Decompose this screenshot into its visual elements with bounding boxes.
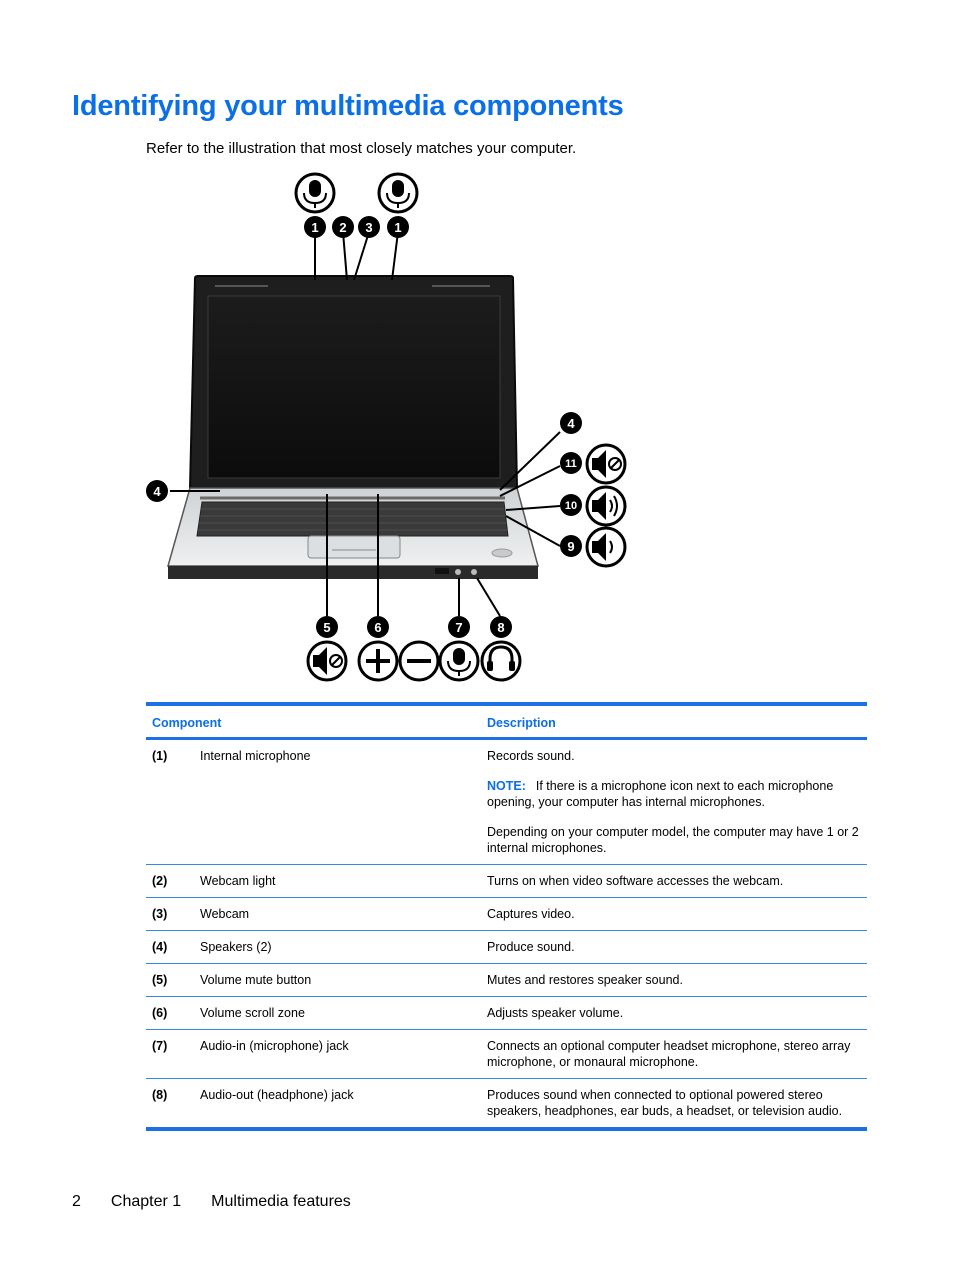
callout-3 bbox=[358, 216, 380, 238]
component-description: Adjusts speaker volume. bbox=[481, 997, 867, 1030]
note-text: If there is a microphone icon next to each microphone opening, your computer has internal microphones. bbox=[487, 779, 834, 809]
svg-text:2: 2 bbox=[339, 220, 347, 235]
callout-5 bbox=[316, 616, 338, 638]
component-name: Webcam bbox=[194, 898, 481, 931]
component-description: Connects an optional computer headset microphone, stereo array microphone, or monaural microphone. bbox=[481, 1030, 867, 1079]
page-footer bbox=[72, 1193, 381, 1211]
description-header: Description bbox=[481, 704, 867, 739]
component-number: (3) bbox=[146, 898, 194, 931]
components-table bbox=[146, 702, 867, 1131]
callout-1 bbox=[387, 216, 409, 238]
component-number: (8) bbox=[146, 1079, 194, 1130]
page-title: Identifying your multimedia components bbox=[72, 90, 624, 122]
svg-text:8: 8 bbox=[497, 620, 505, 635]
minus-icon bbox=[400, 642, 438, 680]
svg-text:5: 5 bbox=[323, 620, 331, 635]
table-row bbox=[146, 1030, 867, 1079]
component-name: Volume mute button bbox=[194, 964, 481, 997]
table-row bbox=[146, 739, 867, 865]
component-name: Speakers (2) bbox=[194, 931, 481, 964]
component-name: Volume scroll zone bbox=[194, 997, 481, 1030]
microphone-icon bbox=[379, 174, 417, 212]
callout-8 bbox=[490, 616, 512, 638]
description-text: Records sound. bbox=[487, 749, 575, 763]
svg-text:7: 7 bbox=[455, 620, 463, 635]
component-description: Turns on when video software accesses the webcam. bbox=[481, 865, 867, 898]
note bbox=[487, 778, 861, 810]
svg-text:10: 10 bbox=[564, 500, 578, 512]
component-name: Internal microphone bbox=[194, 739, 481, 865]
component-number: (5) bbox=[146, 964, 194, 997]
laptop-illustration bbox=[140, 170, 640, 686]
table-row bbox=[146, 997, 867, 1030]
headphone-icon bbox=[482, 642, 520, 680]
table-row bbox=[146, 964, 867, 997]
callout-10 bbox=[560, 494, 582, 516]
component-name: Webcam light bbox=[194, 865, 481, 898]
callout-1 bbox=[304, 216, 326, 238]
svg-text:4: 4 bbox=[153, 484, 161, 499]
plus-icon bbox=[359, 642, 397, 680]
component-header: Component bbox=[146, 704, 481, 739]
note-label: NOTE: bbox=[487, 779, 526, 793]
microphone-icon bbox=[440, 642, 478, 680]
component-number: (4) bbox=[146, 931, 194, 964]
table-row bbox=[146, 931, 867, 964]
component-number: (6) bbox=[146, 997, 194, 1030]
laptop-diagram bbox=[140, 170, 640, 686]
callout-4 bbox=[146, 480, 168, 502]
callout-2 bbox=[332, 216, 354, 238]
volume-up-icon bbox=[587, 487, 625, 525]
speaker-mute-icon bbox=[308, 642, 346, 680]
callout-9 bbox=[560, 535, 582, 557]
callout-4 bbox=[560, 412, 582, 434]
callout-7 bbox=[448, 616, 470, 638]
component-number: (2) bbox=[146, 865, 194, 898]
svg-text:9: 9 bbox=[567, 539, 575, 554]
component-description: Captures video. bbox=[481, 898, 867, 931]
callout-6 bbox=[367, 616, 389, 638]
svg-text:1: 1 bbox=[311, 220, 319, 235]
table-row bbox=[146, 865, 867, 898]
component-name: Audio-in (microphone) jack bbox=[194, 1030, 481, 1079]
page-number: 2 bbox=[72, 1193, 81, 1210]
component-number: (7) bbox=[146, 1030, 194, 1079]
component-number: (1) bbox=[146, 739, 194, 865]
svg-text:3: 3 bbox=[365, 220, 373, 235]
laptop-screen bbox=[208, 296, 500, 478]
description-extra: Depending on your computer model, the computer may have 1 or 2 internal microphones. bbox=[487, 825, 859, 855]
chapter-label: Chapter 1 bbox=[110, 1193, 182, 1210]
microphone-icon bbox=[296, 174, 334, 212]
table-row bbox=[146, 1079, 867, 1130]
component-description bbox=[481, 739, 867, 865]
callout-11 bbox=[560, 452, 582, 474]
component-description: Produce sound. bbox=[481, 931, 867, 964]
volume-down-icon bbox=[587, 528, 625, 566]
svg-text:11: 11 bbox=[565, 458, 577, 470]
component-description: Produces sound when connected to optional powered stereo speakers, headphones, ear buds, a headset, or television audio. bbox=[481, 1079, 867, 1130]
svg-text:6: 6 bbox=[374, 620, 382, 635]
speaker-mute-icon bbox=[587, 445, 625, 483]
laptop-front-edge bbox=[168, 566, 538, 579]
intro-text: Refer to the illustration that most closely matches your computer. bbox=[146, 140, 577, 157]
table-row bbox=[146, 898, 867, 931]
component-name: Audio-out (headphone) jack bbox=[194, 1079, 481, 1130]
chapter-title: Multimedia features bbox=[211, 1193, 351, 1210]
touchpad bbox=[308, 536, 400, 558]
svg-text:4: 4 bbox=[567, 416, 575, 431]
svg-text:1: 1 bbox=[394, 220, 402, 235]
keyboard bbox=[197, 502, 508, 536]
component-description: Mutes and restores speaker sound. bbox=[481, 964, 867, 997]
